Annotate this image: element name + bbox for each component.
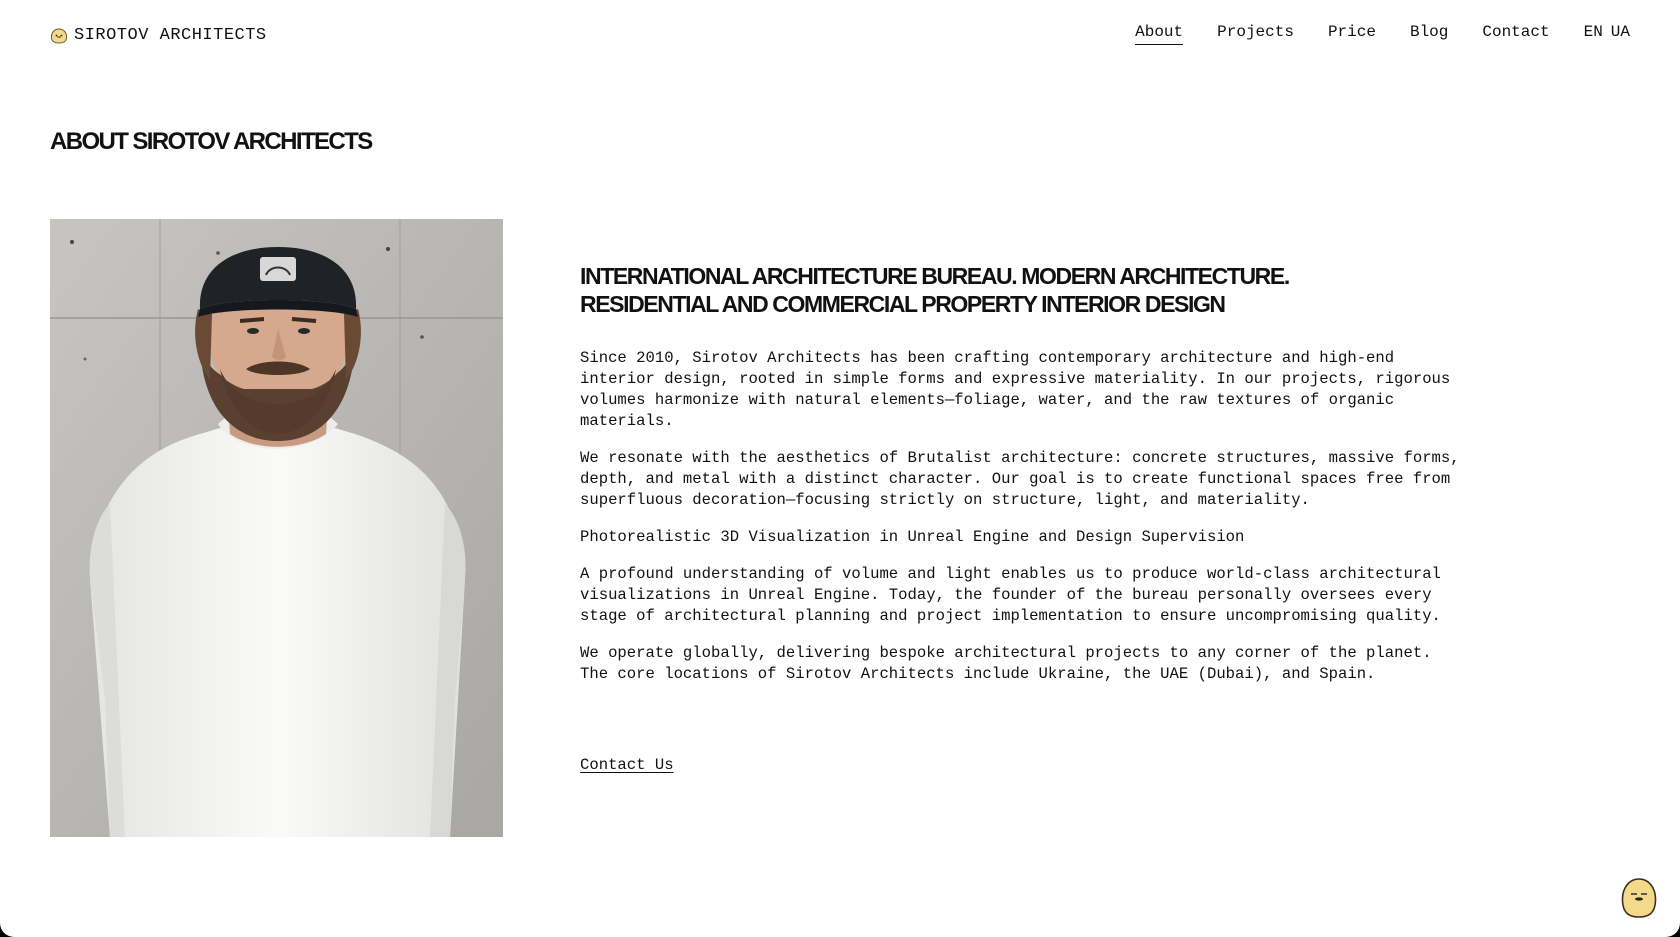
about-subtitle-line-2: RESIDENTIAL AND COMMERCIAL PROPERTY INTERIOR DESIGN (580, 291, 1225, 317)
about-paragraph-5: We operate globally, delivering bespoke architectural projects to any corner of the planet. The core locations of Sirotov Architects include Ukraine, the UAE (Dubai), and Spain. (580, 644, 1432, 683)
portrait-illustration (50, 219, 503, 837)
nav-item-price[interactable]: Price (1327, 23, 1376, 41)
about-paragraph-3: Photorealistic 3D Visualization in Unreal Engine and Design Supervision (580, 528, 1245, 546)
logo-text: SIROTOV ARCHITECTS (74, 26, 267, 45)
nav-item-contact[interactable]: Contact (1482, 23, 1550, 41)
founder-portrait-photo (50, 219, 503, 837)
language-switcher (1584, 23, 1630, 45)
site-logo[interactable] (50, 26, 267, 45)
duck-mascot-icon (50, 28, 68, 44)
duck-mascot-icon (1617, 876, 1661, 920)
about-paragraph-2: We resonate with the aesthetics of Brutalist architecture: concrete structures, massive forms, depth, and metal with a distinct character. Our goal is to create functional spaces free from superfluous decoration—focusing strictly on structure, light, and materiality. (580, 449, 1460, 509)
nav-item-blog[interactable]: Blog (1409, 23, 1449, 41)
main-nav (1135, 23, 1630, 45)
about-paragraph-4: A profound understanding of volume and light enables us to produce world-class architectural visualizations in Unreal Engine. Today, the founder of the bureau personally oversees every stage of architectural planning and project implementation to ensure uncompromising quality. (580, 565, 1441, 625)
about-subtitle (580, 262, 1500, 318)
about-content (580, 262, 1500, 701)
lang-ua[interactable]: UA (1610, 23, 1630, 41)
floating-mascot-button[interactable] (1617, 876, 1661, 920)
about-paragraph-1: Since 2010, Sirotov Architects has been crafting contemporary architecture and high-end interior design, rooted in simple forms and expressive materiality. In our projects, rigorous volumes harmonize with natural elements—foliage, water, and the raw textures of organic materials. (580, 349, 1451, 430)
about-subtitle-line-1: INTERNATIONAL ARCHITECTURE BUREAU. MODERN ARCHITECTURE. (580, 263, 1289, 289)
lang-en[interactable]: EN (1583, 23, 1603, 41)
nav-item-projects[interactable]: Projects (1217, 23, 1294, 41)
nav-item-about[interactable]: About (1135, 23, 1183, 45)
page-title: ABOUT SIROTOV ARCHITECTS (50, 128, 372, 155)
contact-us-link[interactable]: Contact Us (580, 756, 674, 774)
